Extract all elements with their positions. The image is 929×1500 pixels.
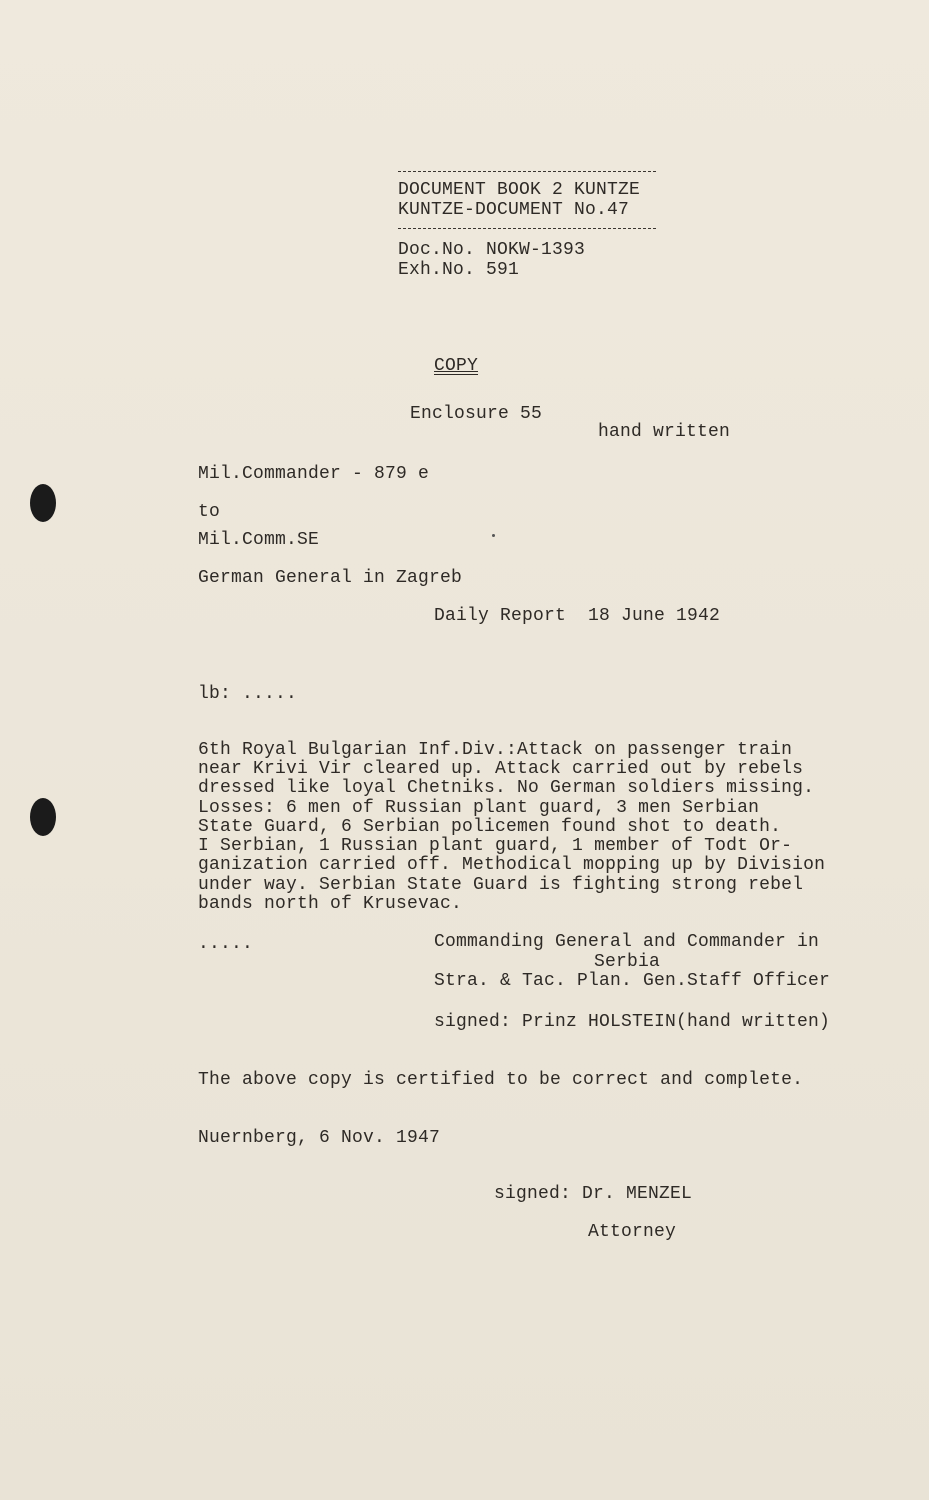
doc-number: Doc.No. NOKW-1393	[398, 240, 586, 260]
body-line: State Guard, 6 Serbian policemen found shot to death.	[198, 817, 782, 837]
header-rule-bottom	[398, 228, 656, 229]
report-title: Daily Report 18 June 1942	[434, 606, 721, 626]
ellipsis-marker: .....	[198, 934, 254, 954]
sender: Mil.Commander - 879 e	[198, 464, 430, 484]
body-line: Losses: 6 men of Russian plant guard, 3 men Serbian	[198, 798, 760, 818]
signature-title-line1: Commanding General and Commander in	[434, 932, 820, 952]
header-rule-top	[398, 171, 656, 172]
place-date: Nuernberg, 6 Nov. 1947	[198, 1128, 441, 1148]
punch-hole-bottom	[30, 798, 56, 836]
exhibit-number: Exh.No. 591	[398, 260, 520, 280]
copy-recipient: German General in Zagreb	[198, 568, 463, 588]
body-line: 6th Royal Bulgarian Inf.Div.:Attack on passenger train	[198, 740, 793, 760]
paper-speck	[492, 534, 495, 537]
signed-menzel: signed: Dr. MENZEL	[494, 1184, 693, 1204]
body-line: I Serbian, 1 Russian plant guard, 1 member of Todt Or-	[198, 836, 793, 856]
body-line: under way. Serbian State Guard is fighting strong rebel	[198, 875, 804, 895]
to-word: to	[198, 502, 221, 522]
header-document-no: KUNTZE-DOCUMENT No.47	[398, 200, 630, 220]
signed-holstein: signed: Prinz HOLSTEIN(hand written)	[434, 1012, 831, 1032]
certification-statement: The above copy is certified to be correct and complete.	[198, 1070, 804, 1090]
copy-label: COPY	[434, 356, 479, 376]
enclosure-label: Enclosure 55	[410, 404, 543, 424]
signature-title-line3: Stra. & Tac. Plan. Gen.Staff Officer	[434, 971, 831, 991]
section-marker: lb: .....	[198, 684, 298, 704]
body-line: bands north of Krusevac.	[198, 894, 463, 914]
body-line: ganization carried off. Methodical mopping up by Division	[198, 855, 826, 875]
body-line: near Krivi Vir cleared up. Attack carried out by rebels	[198, 759, 804, 779]
signature-title-line2: Serbia	[594, 952, 661, 972]
punch-hole-top	[30, 484, 56, 522]
attorney-title: Attorney	[588, 1222, 677, 1242]
hand-written-note: hand written	[598, 422, 731, 442]
body-line: dressed like loyal Chetniks. No German soldiers missing.	[198, 778, 815, 798]
header-doc-book: DOCUMENT BOOK 2 KUNTZE	[398, 180, 641, 200]
recipient: Mil.Comm.SE	[198, 530, 320, 550]
